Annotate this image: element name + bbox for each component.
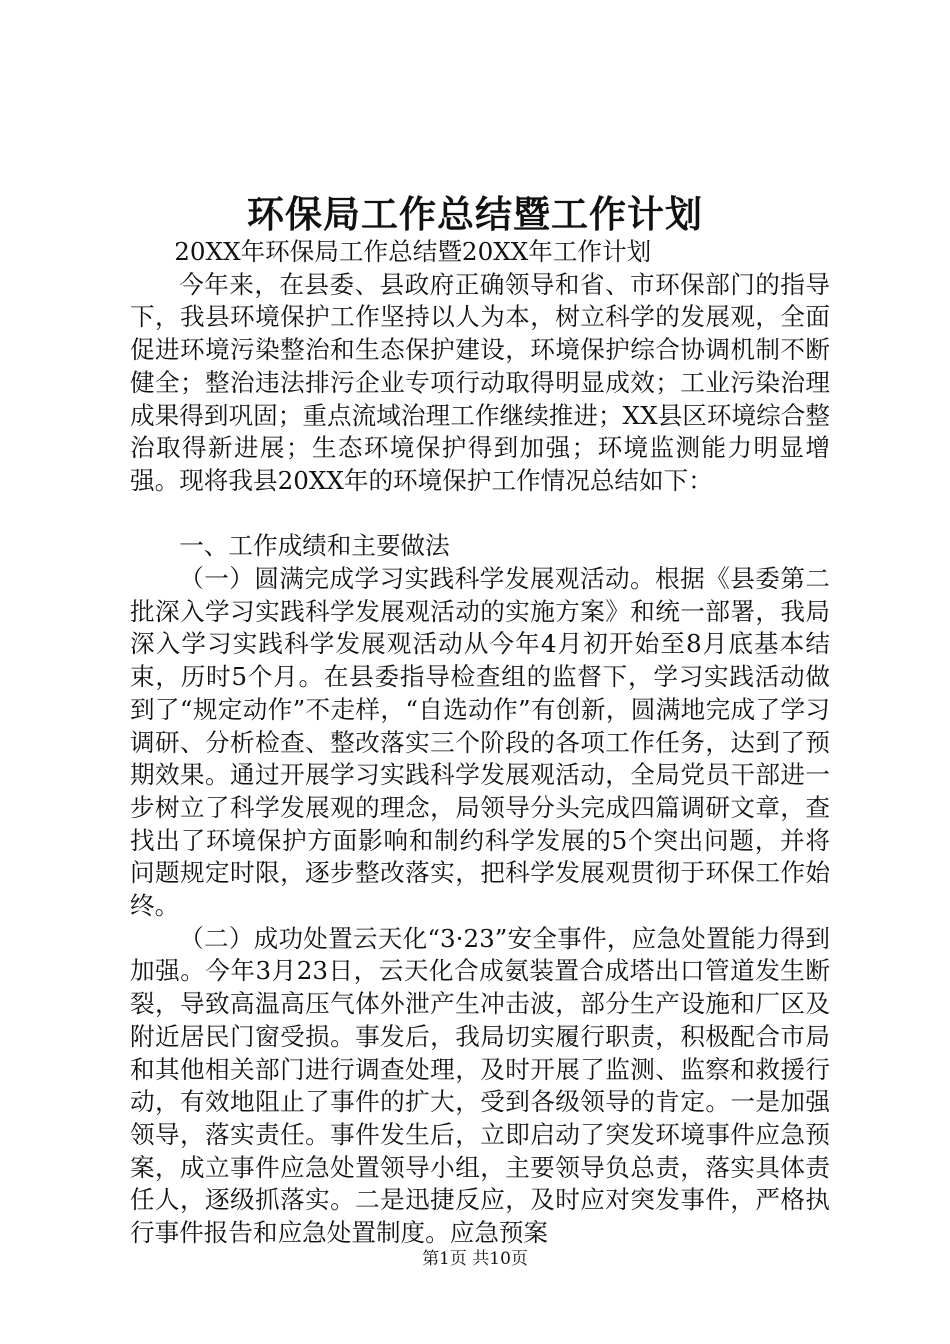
body-paragraph: （一）圆满完成学习实践科学发展观活动。根据《县委第二批深入学习实践科学发展观活动的实施方案》和统一部署，我局深入学习实践科学发展观活动从今年4月初开始至8月底基本结束，历时5个月。在县委指导检查组的监督下，学习实践活动做到了“规定动作”不走样，“自选动作”有创新，圆满地完成了学习调研、分析检查、整改落实三个阶段的各项工作任务，达到了预期效果。通过开展学习实践科学发展观活动，全局党员干部进一步树立了科学发展观的理念，局领导分头完成四篇调研文章，查找出了环境保护方面影响和制约科学发展的5个突出问题，并将问题规定时限，逐步整改落实，把科学发展观贯彻于环保工作始终。 <box>130 564 830 921</box>
body-paragraph: （二）成功处置云天化“3·23”安全事件，应急处置能力得到加强。今年3月23日，云天化合成氨装置合成塔出口管道发生断裂，导致高温高压气体外泄产生冲击波，部分生产设施和厂区及附近居民门窗受损。事发后，我局切实履行职责，积极配合市局和其他相关部门进行调查处理，及时开展了监测、监察和救援行动，有效地阻止了事件的扩大，受到各级领导的肯定。一是加强领导，落实责任。事件发生后，立即启动了突发环境事件应急预案，成立事件应急处置领导小组，主要领导负总责，落实具体责任人，逐级抓落实。二是迅捷反应，及时应对突发事件，严格执行事件报告和应急处置制度。应急预案 <box>130 923 830 1248</box>
intro-paragraph: 今年来，在县委、县政府正确领导和省、市环保部门的指导下，我县环境保护工作坚持以人为本，树立科学的发展观，全面促进环境污染整治和生态保护建设，环境保护综合协调机制不断健全；整治违法排污企业专项行动取得明显成效；工业污染治理成果得到巩固；重点流域治理工作继续推进；XX县区环境综合整治取得新进展；生态环境保护得到加强；环境监测能力明显增强。现将我县20XX年的环境保护工作情况总结如下： <box>130 269 830 495</box>
page-number-footer: 第1页 共10页 <box>422 1249 528 1269</box>
document-subtitle: 20XX年环保局工作总结暨20XX年工作计划 <box>174 237 652 266</box>
document-body <box>130 236 830 1250</box>
section-heading: 一、工作成绩和主要做法 <box>179 531 450 561</box>
document-title: 环保局工作总结暨工作计划 <box>247 192 703 236</box>
